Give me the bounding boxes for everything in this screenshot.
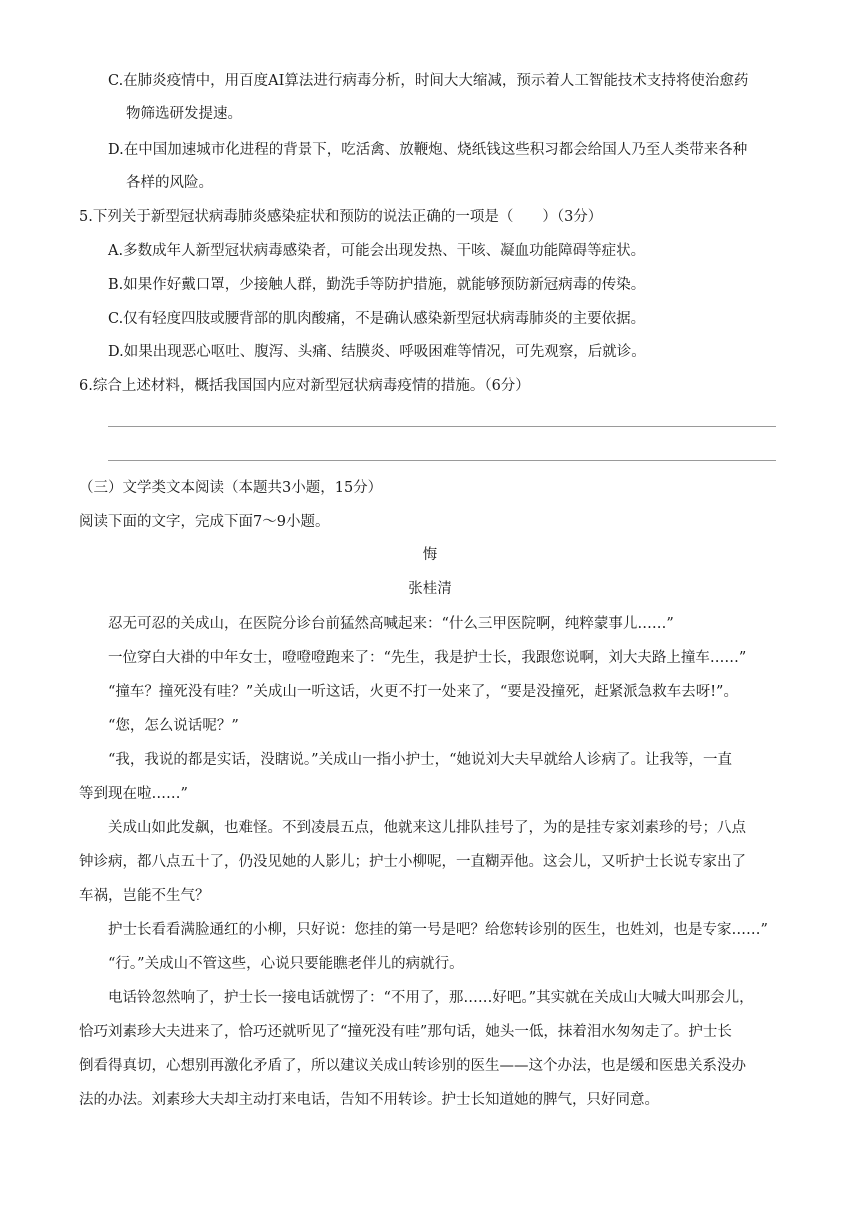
story-paragraph-line: “行。”关成山不管这些，心说只要能瞧老伴儿的病就行。 xyxy=(108,956,464,972)
story-paragraph-line: 等到现在啦……” xyxy=(79,786,188,802)
q5-option-a: A.多数成年人新型冠状病毒感染者，可能会出现发热、干咳、凝血功能障碍等症状。 xyxy=(108,243,646,259)
story-paragraph-line: 忍无可忍的关成山，在医院分诊台前猛然高喊起来：“什么三甲医院啊，纯粹蒙事儿……” xyxy=(108,616,674,632)
story-paragraph-line: “撞车？撞死没有哇？”关成山一听这话，火更不打一处来了，“要是没撞死，赶紧派急救车去呀!”。 xyxy=(108,684,738,700)
story-title: 悔 xyxy=(422,547,438,563)
story-paragraph-line: 钟诊病，都八点五十了，仍没见她的人影儿；护士小柳呢，一直糊弄他。这会儿，又听护士长说专家出了 xyxy=(79,854,746,870)
story-paragraph-line: 恰巧刘素珍大夫进来了，恰巧还就听见了“撞死没有哇”那句话，她头一低，抹着泪水匆匆走了。护士长 xyxy=(79,1024,732,1040)
q4-option-d-line1: D.在中国加速城市化进程的背景下，吃活禽、放鞭炮、烧纸钱这些积习都会给国人乃至人类带来各种 xyxy=(108,142,748,158)
q4-option-c-line2: 物筛选研发提速。 xyxy=(126,106,242,122)
q4-option-c-line1: C.在肺炎疫情中，用百度AI算法进行病毒分析，时间大大缩减，预示着人工智能技术支持将使治愈药 xyxy=(108,73,749,89)
q4-option-d-line2: 各样的风险。 xyxy=(126,175,213,191)
story-paragraph-line: 关成山如此发飙，也难怪。不到凌晨五点，他就来这儿排队挂号了，为的是挂专家刘素珍的号；八点 xyxy=(108,820,746,836)
story-paragraph-line: 护士长看看满脸通红的小柳，只好说：您挂的第一号是吧？给您转诊别的医生，也姓刘，也是专家……” xyxy=(108,922,768,938)
story-paragraph-line: 电话铃忽然响了，护士长一接电话就愣了：“不用了，那……好吧。”其实就在关成山大喊大叫那会儿， xyxy=(108,990,754,1006)
q6-stem: 6.综合上述材料，概括我国国内应对新型冠状病毒疫情的措施。（6分） xyxy=(79,378,530,394)
q5-option-b: B.如果作好戴口罩，少接触人群，勤洗手等防护措施，就能够预防新冠病毒的传染。 xyxy=(108,277,646,293)
section-instruction: 阅读下面的文字，完成下面7～9小题。 xyxy=(79,514,330,530)
q5-option-d: D.如果出现恶心呕吐、腹泻、头痛、结膜炎、呼吸困难等情况，可先观察，后就诊。 xyxy=(108,344,646,360)
story-author: 张桂清 xyxy=(408,581,452,597)
answer-line xyxy=(108,426,776,427)
q5-stem: 5.下列关于新型冠状病毒肺炎感染症状和预防的说法正确的一项是（ ）（3分） xyxy=(79,209,603,225)
answer-line xyxy=(108,460,776,461)
story-paragraph-line: 法的办法。刘素珍大夫却主动打来电话，告知不用转诊。护士长知道她的脾气，只好同意。 xyxy=(79,1092,659,1108)
story-paragraph-line: 倒看得真切，心想别再激化矛盾了，所以建议关成山转诊别的医生——这个办法，也是缓和医患关系没办 xyxy=(79,1058,746,1074)
q5-option-c: C.仅有轻度四肢或腰背部的肌肉酸痛，不是确认感染新型冠状病毒肺炎的主要依据。 xyxy=(108,311,646,327)
story-paragraph-line: “我，我说的都是实话，没瞎说。”关成山一指小护士，“她说刘大夫早就给人诊病了。让我等，一直 xyxy=(108,752,732,768)
story-paragraph-line: 一位穿白大褂的中年女士，噔噔噔跑来了：“先生，我是护士长，我跟您说啊，刘大夫路上撞车……” xyxy=(108,650,747,666)
story-paragraph-line: “您，怎么说话呢？” xyxy=(108,718,239,734)
story-paragraph-line: 车祸，岂能不生气？ xyxy=(79,888,210,904)
section-heading: （三）文学类文本阅读（本题共3小题，15分） xyxy=(79,480,383,496)
